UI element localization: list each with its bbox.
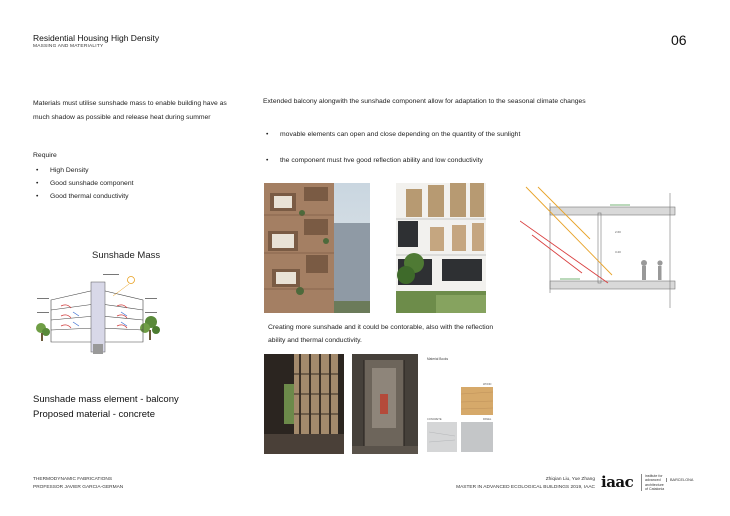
bottom-notes [33,393,179,422]
logo-sub-line: advanced [645,478,661,483]
photo-caption: Creating more sunshade and it could be contorable, also with the reflection ability and thermal conductivity. [268,324,494,344]
require-item: • Good sunshade component [33,177,134,190]
intro-text: Materials must utilise sunshade mass to enable building have as much shadow as possible and release heat during summer [33,100,227,121]
note-line: Sunshade mass element - balcony [33,394,179,405]
feature-item: • the component must hve good reflection ability and low conductivity [263,148,520,174]
footer-professor: PROFESSOR JAVIER GARCIA-GERMAN [33,485,124,490]
svg-text:3.20: 3.20 [615,250,621,254]
require-item: • High Density [33,164,134,177]
feature-list [263,122,520,174]
sunshade-section-diagram [33,272,161,360]
iaac-logo-subtitle [641,474,664,491]
footer-author-names: Zhiqian Liu, Yue Zhang [545,477,595,482]
page-number: 06 [671,32,687,48]
logo-sub-line: architecture [645,482,664,487]
sunshade-mass-title: Sunshade Mass [92,250,161,261]
require-item: • Good thermal conductivity [33,190,134,203]
brick-tower-photo [264,183,370,313]
footer-authors [455,476,595,492]
require-list [33,164,134,203]
right-heading: Extended balcony alongwith the sunshade component allow for adaptation to the seasonal climate changes [263,98,586,105]
interior-screen-photo [264,354,344,454]
material-samples [425,354,497,454]
require-label: Require [33,152,57,159]
svg-text:PANEL: PANEL [483,418,492,421]
technical-section-drawing [520,183,688,313]
footer-course [33,476,123,492]
iaac-logo: iaac [601,473,634,491]
svg-text:WOOD: WOOD [483,383,492,386]
page-subtitle: MASSING AND MATERIALITY [33,44,104,49]
facade-shutters-photo [396,183,486,313]
footer-course-name: THERMODYNAMIC FABRICATIONS [33,477,113,482]
note-line: Proposed material - concrete [33,408,155,420]
logo-sub-line: institute for [645,474,663,478]
svg-text:Material Books: Material Books [427,357,449,361]
svg-text:2.60: 2.60 [615,230,621,234]
logo-city: BARCELONA [666,478,693,482]
page-title: Residential Housing High Density [33,33,160,43]
logo-sub-line: of Catalonia [645,486,665,491]
corridor-photo [352,354,418,454]
footer-program: MASTER IN ADVANCED ECOLOGICAL BUILDINGS 2019, IAAC [456,485,595,490]
feature-item: • movable elements can open and close depending on the quantity of the sunlight [263,122,520,148]
svg-text:CONCRETE: CONCRETE [427,418,442,421]
